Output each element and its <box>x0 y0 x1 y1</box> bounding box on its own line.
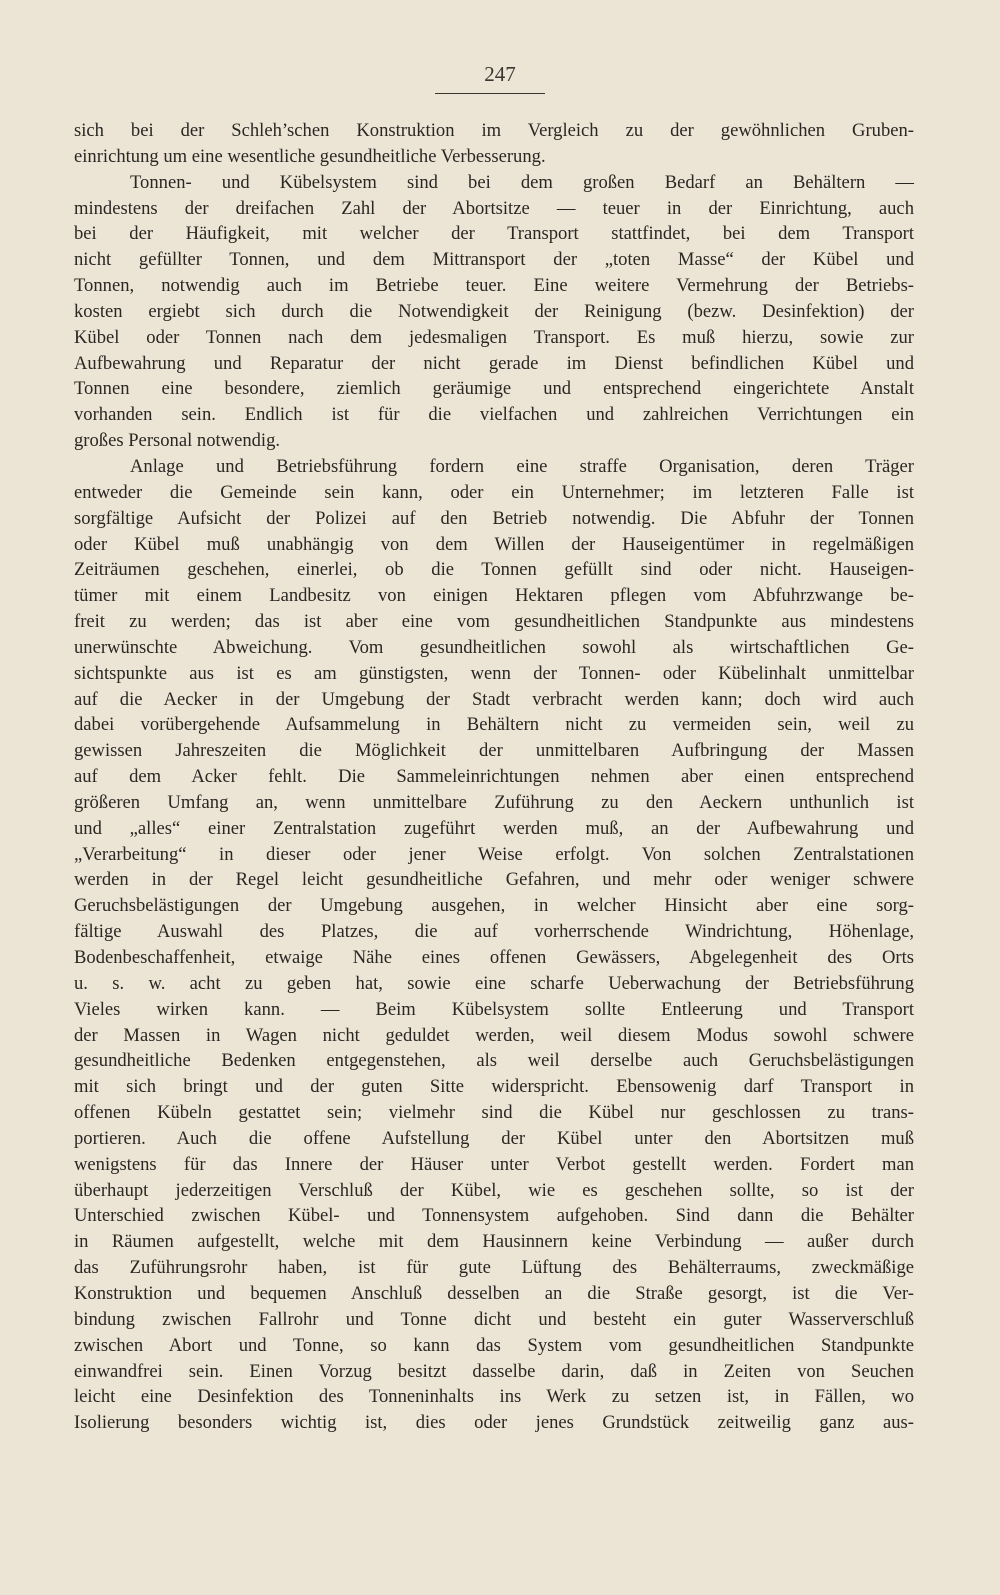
text-line: Zeiträumen geschehen, einerlei, ob die Tonnen gefüllt sind oder nicht. Hauseigen- <box>74 559 914 581</box>
text-line: auf dem Acker fehlt. Die Sammeleinrichtungen nehmen aber einen entsprechend <box>74 766 914 788</box>
text-line: Geruchsbelästigungen der Umgebung ausgehen, in welcher Hinsicht aber eine sorg- <box>74 895 914 917</box>
text-line: offenen Kübeln gestattet sein; vielmehr sind die Kübel nur geschlossen zu trans- <box>74 1102 914 1124</box>
text-line: größeren Umfang an, wenn unmittelbare Zuführung zu den Aeckern unthunlich ist <box>74 791 914 813</box>
text-line: Unterschied zwischen Kübel- und Tonnensystem aufgehoben. Sind dann die Behälter <box>74 1205 914 1227</box>
text-line: sichtspunkte aus ist es am günstigsten, wenn der Tonnen- oder Kübelinhalt unmittelbar <box>74 662 914 684</box>
text-line: unerwünschte Abweichung. Vom gesundheitlichen sowohl als wirtschaftlichen Ge- <box>74 636 914 658</box>
text-line: freit zu werden; das ist aber eine vom gesundheitlichen Standpunkte aus mindestens <box>74 611 914 633</box>
text-line: vorhanden sein. Endlich ist für die vielfachen und zahlreichen Verrichtungen ein <box>74 404 914 426</box>
text-line: in Räumen aufgestellt, welche mit dem Hausinnern keine Verbindung — außer durch <box>74 1231 914 1253</box>
text-line: Tonnen- und Kübelsystem sind bei dem großen Bedarf an Behältern — <box>130 171 914 193</box>
text-line: Tonnen, notwendig auch im Betriebe teuer. Eine weitere Vermehrung der Betriebs- <box>74 275 914 297</box>
text-line: Anlage und Betriebsführung fordern eine straffe Organisation, deren Träger <box>130 455 914 477</box>
text-line: Kübel oder Tonnen nach dem jedesmaligen Transport. Es muß hierzu, sowie zur <box>74 326 914 348</box>
text-line: „Verarbeitung“ in dieser oder jener Weise erfolgt. Von solchen Zentralstationen <box>74 843 914 865</box>
text-line: gewissen Jahreszeiten die Möglichkeit der unmittelbaren Aufbringung der Massen <box>74 740 914 762</box>
text-line: einwandfrei sein. Einen Vorzug besitzt dasselbe darin, daß in Zeiten von Seuchen <box>74 1360 914 1382</box>
text-line: Bodenbeschaffenheit, etwaige Nähe eines offenen Gewässers, Abgelegenheit des Orts <box>74 947 914 968</box>
text-line: Aufbewahrung und Reparatur der nicht gerade im Dienst befindlichen Kübel und <box>74 352 914 374</box>
text-line: oder Kübel muß unabhängig von dem Willen der Hauseigentümer in regelmäßigen <box>74 533 914 555</box>
body-text <box>74 118 914 1436</box>
text-line: das Zuführungsrohr haben, ist für gute Lüftung des Behälterraums, zweckmäßige <box>74 1257 914 1279</box>
text-line: Konstruktion und bequemen Anschluß desselben an die Straße gesorgt, ist die Ver- <box>74 1282 914 1304</box>
text-line: Isolierung besonders wichtig ist, dies oder jenes Grundstück zeitweilig ganz aus- <box>74 1412 914 1434</box>
text-line: und „alles“ einer Zentralstation zugeführt werden muß, an der Aufbewahrung und <box>74 817 914 839</box>
page-number: 247 <box>484 62 516 86</box>
text-line: nicht gefüllter Tonnen, und dem Mittransport der „toten Masse“ der Kübel und <box>74 249 914 271</box>
text-line: dabei vorübergehende Aufsammelung in Behältern nicht zu vermeiden sein, weil zu <box>74 714 914 736</box>
page-number-rule <box>435 93 545 94</box>
text-line: mit sich bringt und der guten Sitte widerspricht. Ebensowenig darf Transport in <box>74 1076 914 1098</box>
text-line: kosten ergiebt sich durch die Notwendigkeit der Reinigung (bezw. Desinfektion) der <box>74 300 914 322</box>
text-line: entweder die Gemeinde sein kann, oder ein Unternehmer; im letzteren Falle ist <box>74 481 914 503</box>
text-line: werden in der Regel leicht gesundheitliche Gefahren, und mehr oder weniger schwere <box>74 869 914 891</box>
text-line: großes Personal notwendig. <box>74 430 281 452</box>
text-line: Vieles wirken kann. — Beim Kübelsystem sollte Entleerung und Transport <box>74 998 914 1020</box>
text-line: bei der Häufigkeit, mit welcher der Transport stattfindet, bei dem Transport <box>74 223 914 245</box>
text-line: wenigstens für das Innere der Häuser unter Verbot gestellt werden. Fordert man <box>74 1153 914 1175</box>
text-line: zwischen Abort und Tonne, so kann das System vom gesundheitlichen Standpunkte <box>74 1334 914 1356</box>
text-line: der Massen in Wagen nicht geduldet werden, weil diesem Modus sowohl schwere <box>74 1024 914 1046</box>
text-line: mindestens der dreifachen Zahl der Abortsitze — teuer in der Einrichtung, auch <box>74 197 914 219</box>
text-line: Tonnen eine besondere, ziemlich geräumige und entsprechend eingerichtete Anstalt <box>74 378 914 400</box>
text-line: u. s. w. acht zu geben hat, sowie eine scharfe Ueberwachung der Betriebsführung <box>74 972 914 994</box>
text-line: überhaupt jederzeitigen Verschluß der Kübel, wie es geschehen sollte, so ist der <box>74 1179 914 1201</box>
text-line: sich bei der Schleh’schen Konstruktion im Vergleich zu der gewöhnlichen Gruben- <box>74 120 914 141</box>
text-line: portieren. Auch die offene Aufstellung der Kübel unter den Abortsitzen muß <box>74 1127 914 1149</box>
text-line: leicht eine Desinfektion des Tonneninhalts ins Werk zu setzen ist, in Fällen, wo <box>74 1386 914 1408</box>
text-line: einrichtung um eine wesentliche gesundheitliche Verbesserung. <box>74 145 546 167</box>
text-line: auf die Aecker in der Umgebung der Stadt verbracht werden kann; doch wird auch <box>74 688 914 710</box>
text-line: tümer mit einem Landbesitz von einigen Hektaren pflegen vom Abfuhrzwange be- <box>74 585 914 607</box>
text-line: gesundheitliche Bedenken entgegenstehen, als weil derselbe auch Geruchsbelästigungen <box>74 1050 914 1072</box>
text-line: fältige Auswahl des Platzes, die auf vorherrschende Windrichtung, Höhenlage, <box>74 921 914 943</box>
text-line: sorgfältige Aufsicht der Polizei auf den Betrieb notwendig. Die Abfuhr der Tonnen <box>74 507 914 529</box>
text-line: bindung zwischen Fallrohr und Tonne dicht und besteht ein guter Wasserverschluß <box>74 1308 914 1330</box>
